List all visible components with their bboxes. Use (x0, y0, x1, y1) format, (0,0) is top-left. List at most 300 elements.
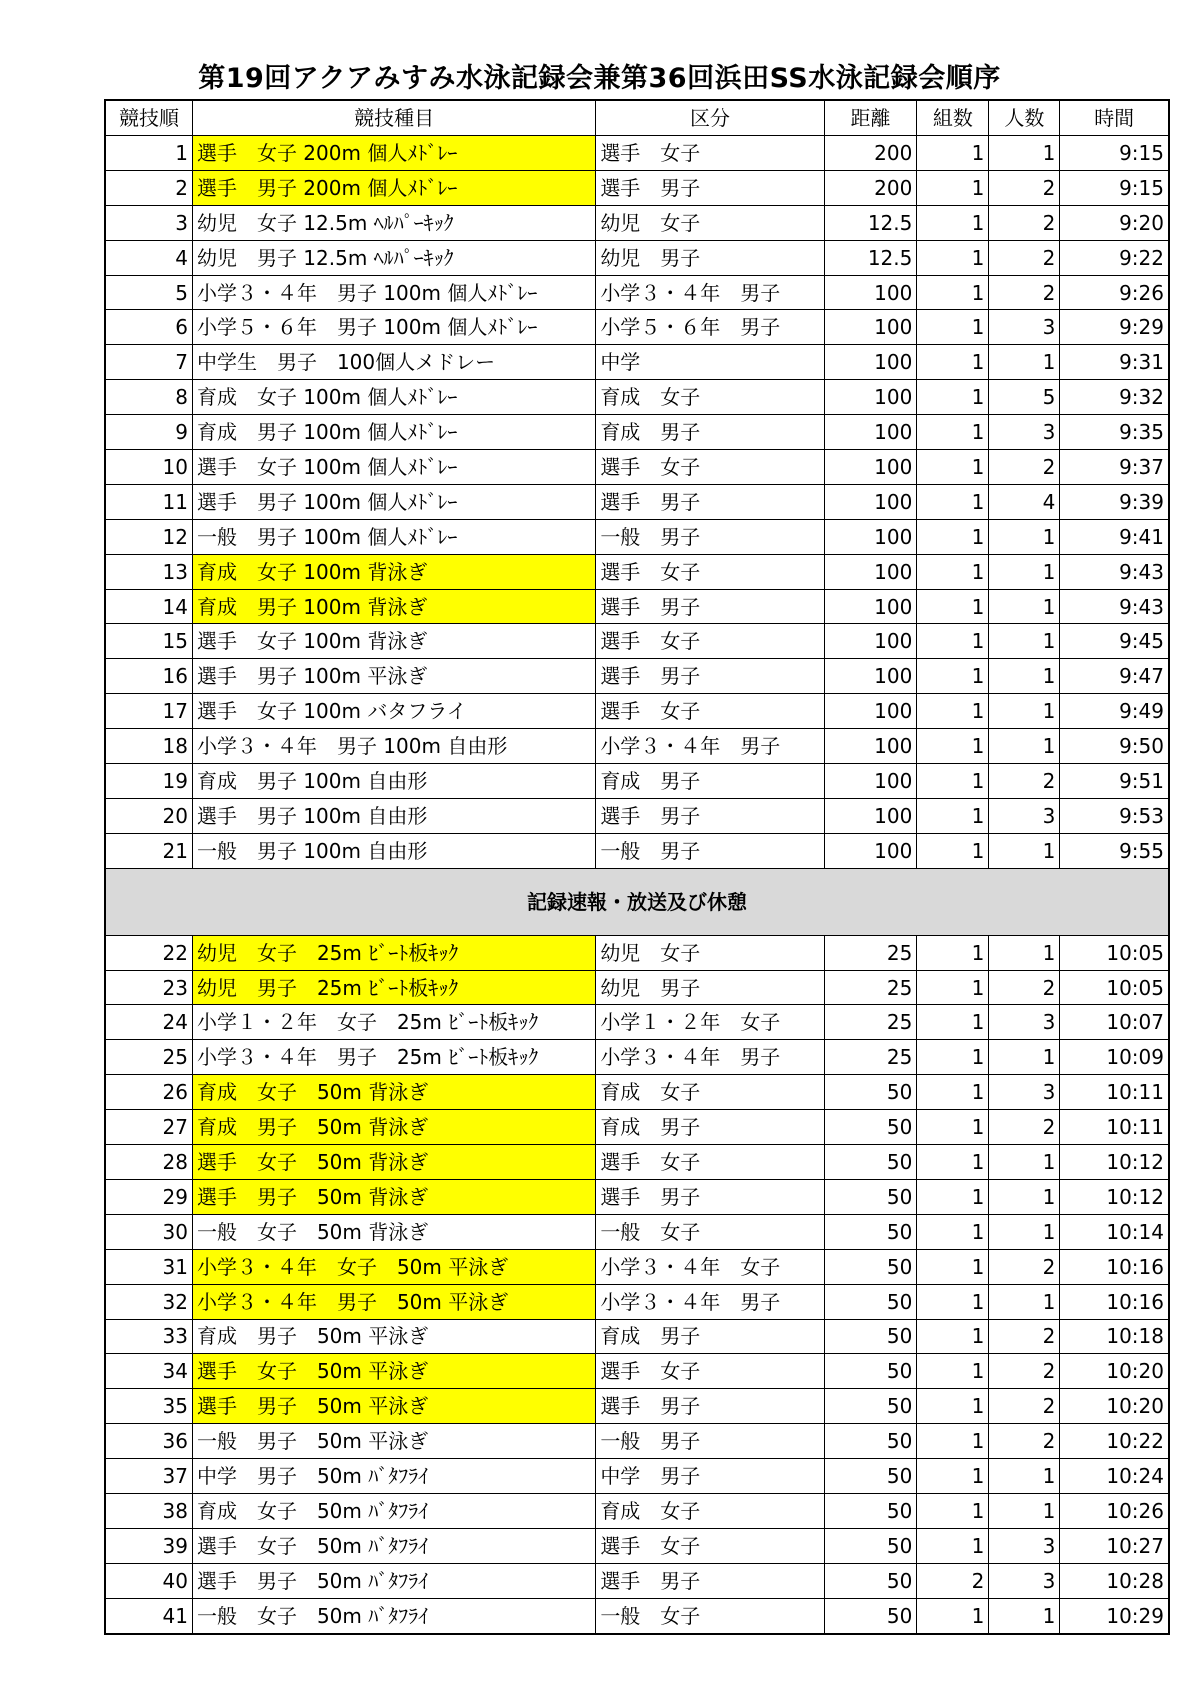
distance: 200 (824, 170, 917, 205)
category: 一般 男子 (596, 519, 824, 554)
category: 選手 女子 (596, 450, 824, 485)
event-name: 一般 男子 100m 個人ﾒﾄﾞﾚｰ (192, 519, 595, 554)
distance: 100 (824, 519, 917, 554)
event-name: 幼児 男子 12.5m ﾍﾙﾊﾟｰｷｯｸ (192, 240, 595, 275)
participant-count: 1 (989, 1493, 1060, 1528)
event-name: 選手 男子 50m ﾊﾞﾀﾌﾗｲ (192, 1563, 595, 1598)
start-time: 9:35 (1060, 415, 1169, 450)
group-count: 1 (917, 240, 989, 275)
event-name: 選手 女子 100m バタフライ (192, 694, 595, 729)
header-order: 競技順 (105, 100, 192, 136)
event-name: 育成 男子 100m 背泳ぎ (192, 589, 595, 624)
participant-count: 2 (989, 970, 1060, 1005)
table-row (105, 798, 1169, 833)
distance: 100 (824, 729, 917, 764)
group-count: 1 (917, 519, 989, 554)
event-name: 小学５・６年 男子 100m 個人ﾒﾄﾞﾚｰ (192, 310, 595, 345)
group-count: 1 (917, 415, 989, 450)
table-row (105, 1389, 1169, 1424)
participant-count: 3 (989, 415, 1060, 450)
group-count: 1 (917, 970, 989, 1005)
start-time: 9:43 (1060, 554, 1169, 589)
event-name: 選手 女子 100m 背泳ぎ (192, 624, 595, 659)
header-groups: 組数 (917, 100, 989, 136)
group-count: 1 (917, 1075, 989, 1110)
table-row (105, 380, 1169, 415)
event-number: 37 (105, 1459, 192, 1494)
distance: 200 (824, 136, 917, 171)
event-name: 育成 女子 100m 個人ﾒﾄﾞﾚｰ (192, 380, 595, 415)
start-time: 10:29 (1060, 1598, 1169, 1633)
start-time: 10:27 (1060, 1528, 1169, 1563)
event-number: 20 (105, 798, 192, 833)
break-row (105, 868, 1169, 935)
distance: 100 (824, 659, 917, 694)
event-number: 16 (105, 659, 192, 694)
group-count: 1 (917, 1145, 989, 1180)
event-number: 36 (105, 1424, 192, 1459)
group-count: 1 (917, 1528, 989, 1563)
group-count: 1 (917, 729, 989, 764)
start-time: 10:09 (1060, 1040, 1169, 1075)
start-time: 9:20 (1060, 205, 1169, 240)
start-time: 10:20 (1060, 1389, 1169, 1424)
header-event: 競技種目 (192, 100, 595, 136)
group-count: 1 (917, 1179, 989, 1214)
distance: 50 (824, 1563, 917, 1598)
participant-count: 5 (989, 380, 1060, 415)
group-count: 1 (917, 935, 989, 970)
start-time: 10:12 (1060, 1179, 1169, 1214)
start-time: 9:41 (1060, 519, 1169, 554)
start-time: 10:24 (1060, 1459, 1169, 1494)
event-name: 一般 男子 50m 平泳ぎ (192, 1424, 595, 1459)
table-row (105, 1598, 1169, 1633)
table-row (105, 624, 1169, 659)
break-label: 記録速報・放送及び休憩 (105, 868, 1169, 935)
event-name: 幼児 女子 12.5m ﾍﾙﾊﾟｰｷｯｸ (192, 205, 595, 240)
participant-count: 3 (989, 310, 1060, 345)
group-count: 1 (917, 1598, 989, 1633)
category: 一般 女子 (596, 1598, 824, 1633)
participant-count: 3 (989, 1005, 1060, 1040)
table-row (105, 1354, 1169, 1389)
participant-count: 1 (989, 694, 1060, 729)
category: 小学３・４年 男子 (596, 275, 824, 310)
event-name: 小学３・４年 男子 100m 自由形 (192, 729, 595, 764)
category: 育成 女子 (596, 380, 824, 415)
group-count: 1 (917, 136, 989, 171)
header-row (105, 100, 1169, 136)
header-time: 時間 (1060, 100, 1169, 136)
start-time: 9:22 (1060, 240, 1169, 275)
distance: 50 (824, 1249, 917, 1284)
distance: 50 (824, 1075, 917, 1110)
table-row (105, 240, 1169, 275)
participant-count: 1 (989, 345, 1060, 380)
event-number: 3 (105, 205, 192, 240)
table-row (105, 484, 1169, 519)
start-time: 9:49 (1060, 694, 1169, 729)
event-number: 32 (105, 1284, 192, 1319)
start-time: 9:53 (1060, 798, 1169, 833)
event-number: 40 (105, 1563, 192, 1598)
category: 一般 男子 (596, 833, 824, 868)
start-time: 10:05 (1060, 970, 1169, 1005)
distance: 50 (824, 1354, 917, 1389)
participant-count: 2 (989, 170, 1060, 205)
table-row (105, 345, 1169, 380)
category: 幼児 女子 (596, 205, 824, 240)
distance: 100 (824, 589, 917, 624)
start-time: 9:45 (1060, 624, 1169, 659)
event-number: 41 (105, 1598, 192, 1633)
table-row (105, 1528, 1169, 1563)
event-name: 育成 男子 100m 自由形 (192, 764, 595, 799)
group-count: 1 (917, 694, 989, 729)
event-number: 30 (105, 1214, 192, 1249)
group-count: 1 (917, 1110, 989, 1145)
start-time: 10:05 (1060, 935, 1169, 970)
participant-count: 1 (989, 1459, 1060, 1494)
group-count: 1 (917, 624, 989, 659)
distance: 100 (824, 484, 917, 519)
table-body (105, 136, 1169, 1634)
participant-count: 3 (989, 1528, 1060, 1563)
category: 幼児 男子 (596, 970, 824, 1005)
group-count: 1 (917, 589, 989, 624)
header-category: 区分 (596, 100, 824, 136)
category: 一般 男子 (596, 1424, 824, 1459)
table-row (105, 1005, 1169, 1040)
category: 育成 女子 (596, 1075, 824, 1110)
table-row (105, 1493, 1169, 1528)
start-time: 9:55 (1060, 833, 1169, 868)
event-name: 選手 女子 100m 個人ﾒﾄﾞﾚｰ (192, 450, 595, 485)
participant-count: 3 (989, 1075, 1060, 1110)
category: 育成 女子 (596, 1493, 824, 1528)
distance: 100 (824, 450, 917, 485)
participant-count: 1 (989, 1040, 1060, 1075)
participant-count: 1 (989, 833, 1060, 868)
event-number: 9 (105, 415, 192, 450)
group-count: 1 (917, 554, 989, 589)
start-time: 10:22 (1060, 1424, 1169, 1459)
table-row (105, 519, 1169, 554)
category: 幼児 女子 (596, 935, 824, 970)
table-row (105, 1214, 1169, 1249)
category: 選手 女子 (596, 1354, 824, 1389)
category: 小学５・６年 男子 (596, 310, 824, 345)
event-name: 選手 男子 50m 平泳ぎ (192, 1389, 595, 1424)
start-time: 10:18 (1060, 1319, 1169, 1354)
group-count: 1 (917, 1319, 989, 1354)
start-time: 9:39 (1060, 484, 1169, 519)
table-row (105, 970, 1169, 1005)
participant-count: 2 (989, 764, 1060, 799)
distance: 50 (824, 1528, 917, 1563)
start-time: 9:50 (1060, 729, 1169, 764)
table-row (105, 1563, 1169, 1598)
category: 中学 (596, 345, 824, 380)
event-name: 育成 男子 100m 個人ﾒﾄﾞﾚｰ (192, 415, 595, 450)
table-row (105, 554, 1169, 589)
event-name: 中学生 男子 100個人メドレー (192, 345, 595, 380)
table-row (105, 205, 1169, 240)
participant-count: 1 (989, 729, 1060, 764)
start-time: 9:43 (1060, 589, 1169, 624)
table-row (105, 1075, 1169, 1110)
event-number: 13 (105, 554, 192, 589)
event-name: 選手 男子 100m 平泳ぎ (192, 659, 595, 694)
distance: 50 (824, 1389, 917, 1424)
distance: 25 (824, 1040, 917, 1075)
table-row (105, 136, 1169, 171)
category: 選手 女子 (596, 554, 824, 589)
distance: 12.5 (824, 240, 917, 275)
start-time: 9:29 (1060, 310, 1169, 345)
event-number: 12 (105, 519, 192, 554)
group-count: 1 (917, 1389, 989, 1424)
event-name: 幼児 男子 25m ﾋﾞｰﾄ板ｷｯｸ (192, 970, 595, 1005)
start-time: 10:12 (1060, 1145, 1169, 1180)
event-number: 19 (105, 764, 192, 799)
event-number: 6 (105, 310, 192, 345)
category: 選手 女子 (596, 1528, 824, 1563)
event-name: 選手 男子 200m 個人ﾒﾄﾞﾚｰ (192, 170, 595, 205)
table-row (105, 170, 1169, 205)
participant-count: 2 (989, 1110, 1060, 1145)
event-name: 育成 女子 50m ﾊﾞﾀﾌﾗｲ (192, 1493, 595, 1528)
table-row (105, 729, 1169, 764)
event-number: 4 (105, 240, 192, 275)
distance: 50 (824, 1424, 917, 1459)
event-name: 育成 女子 50m 背泳ぎ (192, 1075, 595, 1110)
event-name: 選手 女子 50m 背泳ぎ (192, 1145, 595, 1180)
distance: 100 (824, 694, 917, 729)
distance: 50 (824, 1284, 917, 1319)
event-number: 24 (105, 1005, 192, 1040)
start-time: 9:31 (1060, 345, 1169, 380)
start-time: 9:15 (1060, 136, 1169, 171)
participant-count: 1 (989, 935, 1060, 970)
group-count: 1 (917, 484, 989, 519)
table-row (105, 1179, 1169, 1214)
category: 小学１・２年 女子 (596, 1005, 824, 1040)
category: 育成 男子 (596, 415, 824, 450)
group-count: 1 (917, 310, 989, 345)
group-count: 1 (917, 1249, 989, 1284)
event-number: 18 (105, 729, 192, 764)
category: 選手 男子 (596, 659, 824, 694)
group-count: 1 (917, 1214, 989, 1249)
category: 選手 男子 (596, 1389, 824, 1424)
distance: 25 (824, 1005, 917, 1040)
event-name: 選手 男子 100m 自由形 (192, 798, 595, 833)
page-title: 第19回アクアみすみ水泳記録会兼第36回浜田SS水泳記録会順序 (198, 63, 1001, 94)
event-number: 10 (105, 450, 192, 485)
event-number: 34 (105, 1354, 192, 1389)
table-row (105, 1319, 1169, 1354)
event-number: 11 (105, 484, 192, 519)
event-name: 選手 男子 100m 個人ﾒﾄﾞﾚｰ (192, 484, 595, 519)
table-row (105, 694, 1169, 729)
participant-count: 1 (989, 1214, 1060, 1249)
distance: 100 (824, 345, 917, 380)
event-name: 選手 女子 200m 個人ﾒﾄﾞﾚｰ (192, 136, 595, 171)
group-count: 1 (917, 764, 989, 799)
table-row (105, 833, 1169, 868)
start-time: 10:11 (1060, 1075, 1169, 1110)
group-count: 1 (917, 1005, 989, 1040)
event-number: 31 (105, 1249, 192, 1284)
event-number: 7 (105, 345, 192, 380)
category: 選手 女子 (596, 694, 824, 729)
group-count: 1 (917, 833, 989, 868)
category: 選手 女子 (596, 1145, 824, 1180)
event-name: 一般 男子 100m 自由形 (192, 833, 595, 868)
table-row (105, 1459, 1169, 1494)
group-count: 1 (917, 1493, 989, 1528)
header-people: 人数 (989, 100, 1060, 136)
group-count: 1 (917, 1424, 989, 1459)
group-count: 1 (917, 170, 989, 205)
distance: 50 (824, 1493, 917, 1528)
table-row (105, 935, 1169, 970)
distance: 100 (824, 310, 917, 345)
table-row (105, 310, 1169, 345)
start-time: 10:07 (1060, 1005, 1169, 1040)
group-count: 1 (917, 345, 989, 380)
event-name: 一般 女子 50m ﾊﾞﾀﾌﾗｲ (192, 1598, 595, 1633)
group-count: 1 (917, 275, 989, 310)
participant-count: 2 (989, 275, 1060, 310)
event-number: 1 (105, 136, 192, 171)
group-count: 1 (917, 450, 989, 485)
participant-count: 3 (989, 1563, 1060, 1598)
event-name: 育成 女子 100m 背泳ぎ (192, 554, 595, 589)
event-number: 23 (105, 970, 192, 1005)
category: 一般 女子 (596, 1214, 824, 1249)
event-number: 28 (105, 1145, 192, 1180)
group-count: 1 (917, 798, 989, 833)
category: 選手 女子 (596, 136, 824, 171)
table-row (105, 1249, 1169, 1284)
event-name: 小学３・４年 男子 50m 平泳ぎ (192, 1284, 595, 1319)
participant-count: 2 (989, 1354, 1060, 1389)
start-time: 10:16 (1060, 1284, 1169, 1319)
distance: 100 (824, 764, 917, 799)
category: 小学３・４年 男子 (596, 1040, 824, 1075)
event-number: 38 (105, 1493, 192, 1528)
start-time: 9:51 (1060, 764, 1169, 799)
table-row (105, 415, 1169, 450)
start-time: 10:11 (1060, 1110, 1169, 1145)
group-count: 2 (917, 1563, 989, 1598)
category: 小学３・４年 男子 (596, 1284, 824, 1319)
table-row (105, 450, 1169, 485)
category: 選手 男子 (596, 1563, 824, 1598)
participant-count: 2 (989, 240, 1060, 275)
event-number: 35 (105, 1389, 192, 1424)
event-number: 29 (105, 1179, 192, 1214)
distance: 25 (824, 970, 917, 1005)
participant-count: 2 (989, 450, 1060, 485)
distance: 100 (824, 624, 917, 659)
distance: 100 (824, 798, 917, 833)
event-number: 39 (105, 1528, 192, 1563)
event-name: 選手 女子 50m 平泳ぎ (192, 1354, 595, 1389)
distance: 50 (824, 1214, 917, 1249)
start-time: 10:20 (1060, 1354, 1169, 1389)
table-row (105, 1145, 1169, 1180)
event-number: 33 (105, 1319, 192, 1354)
group-count: 1 (917, 1459, 989, 1494)
distance: 50 (824, 1179, 917, 1214)
category: 選手 女子 (596, 624, 824, 659)
category: 育成 男子 (596, 764, 824, 799)
participant-count: 4 (989, 484, 1060, 519)
start-time: 10:16 (1060, 1249, 1169, 1284)
distance: 100 (824, 380, 917, 415)
group-count: 1 (917, 1354, 989, 1389)
start-time: 10:28 (1060, 1563, 1169, 1598)
distance: 50 (824, 1598, 917, 1633)
distance: 12.5 (824, 205, 917, 240)
event-name: 選手 女子 50m ﾊﾞﾀﾌﾗｲ (192, 1528, 595, 1563)
event-name: 幼児 女子 25m ﾋﾞｰﾄ板ｷｯｸ (192, 935, 595, 970)
group-count: 1 (917, 659, 989, 694)
event-number: 15 (105, 624, 192, 659)
distance: 100 (824, 275, 917, 310)
group-count: 1 (917, 1040, 989, 1075)
event-name: 選手 男子 50m 背泳ぎ (192, 1179, 595, 1214)
group-count: 1 (917, 205, 989, 240)
table-row (105, 1110, 1169, 1145)
distance: 50 (824, 1459, 917, 1494)
table-row (105, 659, 1169, 694)
participant-count: 2 (989, 1319, 1060, 1354)
event-number: 5 (105, 275, 192, 310)
participant-count: 2 (989, 1249, 1060, 1284)
participant-count: 2 (989, 205, 1060, 240)
category: 選手 男子 (596, 484, 824, 519)
event-name: 育成 男子 50m 背泳ぎ (192, 1110, 595, 1145)
event-name: 小学１・２年 女子 25m ﾋﾞｰﾄ板ｷｯｸ (192, 1005, 595, 1040)
category: 小学３・４年 男子 (596, 729, 824, 764)
category: 選手 男子 (596, 589, 824, 624)
event-name: 小学３・４年 男子 100m 個人ﾒﾄﾞﾚｰ (192, 275, 595, 310)
table-row (105, 1284, 1169, 1319)
event-number: 27 (105, 1110, 192, 1145)
distance: 50 (824, 1145, 917, 1180)
participant-count: 1 (989, 624, 1060, 659)
event-number: 17 (105, 694, 192, 729)
category: 小学３・４年 女子 (596, 1249, 824, 1284)
participant-count: 2 (989, 1389, 1060, 1424)
participant-count: 1 (989, 554, 1060, 589)
participant-count: 1 (989, 1145, 1060, 1180)
participant-count: 1 (989, 1598, 1060, 1633)
participant-count: 1 (989, 136, 1060, 171)
distance: 100 (824, 833, 917, 868)
participant-count: 1 (989, 659, 1060, 694)
table-row (105, 589, 1169, 624)
event-name: 育成 男子 50m 平泳ぎ (192, 1319, 595, 1354)
table-row (105, 1424, 1169, 1459)
participant-count: 1 (989, 519, 1060, 554)
header-distance: 距離 (824, 100, 917, 136)
